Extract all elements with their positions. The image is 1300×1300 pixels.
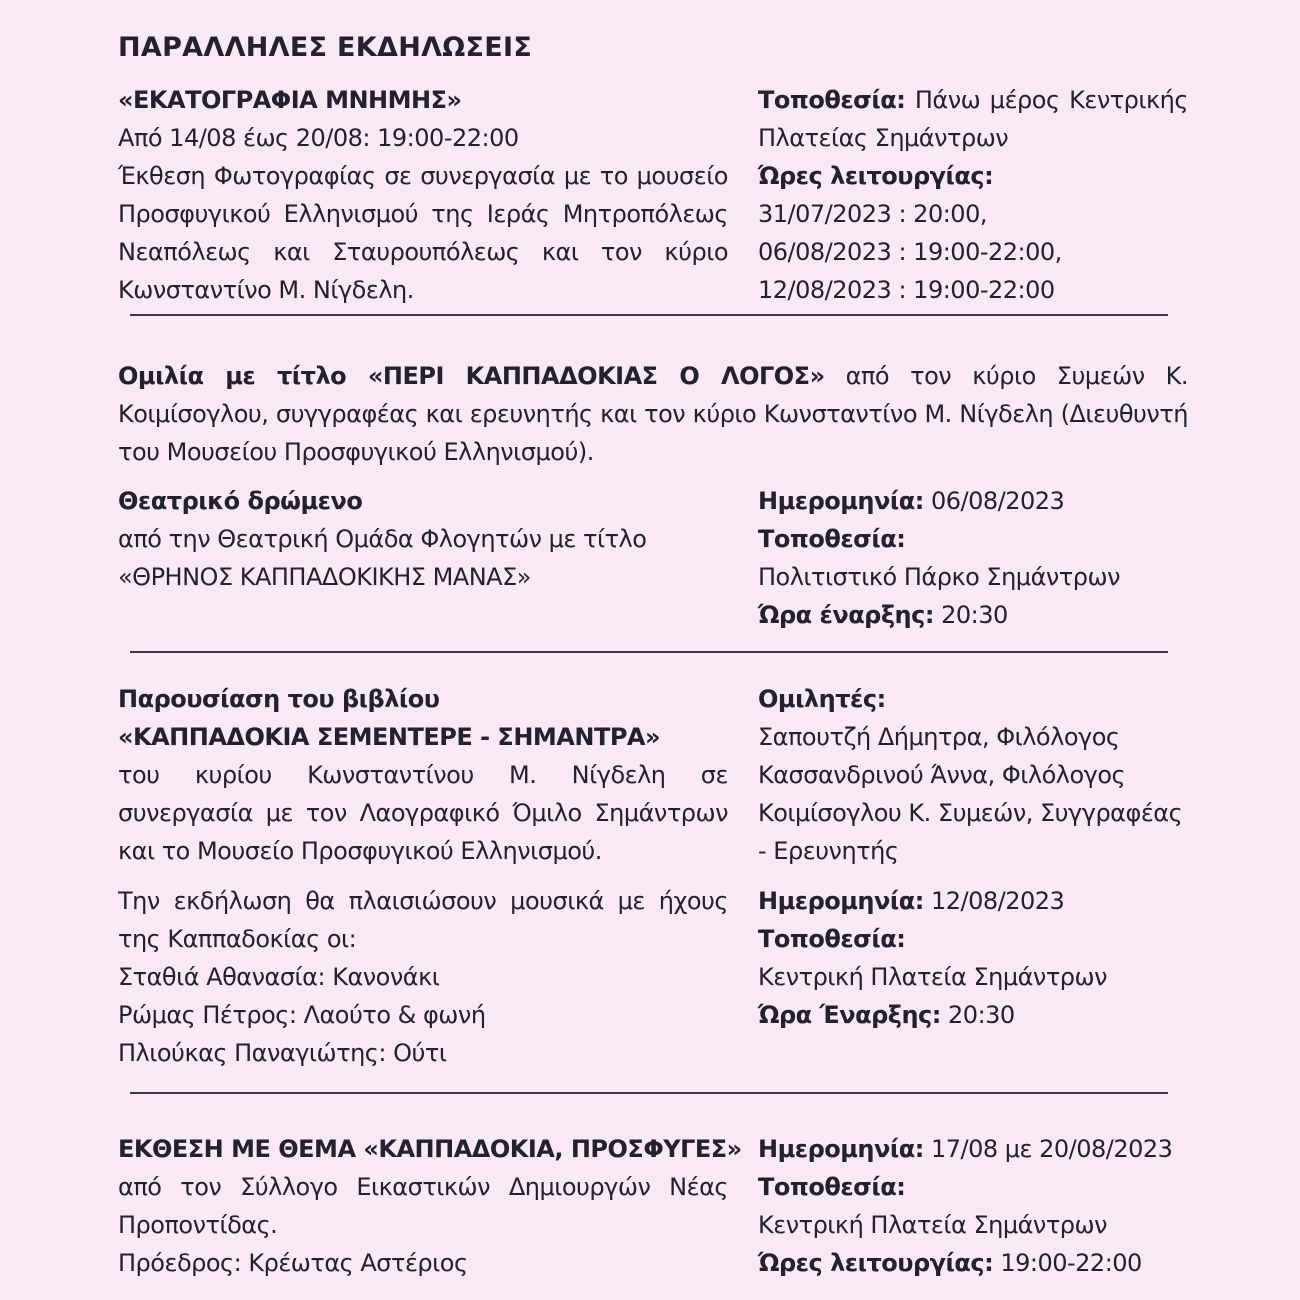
- event-date: Ημερομηνία: 12/08/2023: [758, 887, 1065, 915]
- event-time: Ώρα Έναρξης: 20:30: [758, 1001, 1015, 1029]
- book-title: «ΚΑΠΠΑΔΟΚΙΑ ΣΕΜΕΝΤΕΡΕ - ΣΗΜΑΝΤΡΑ»: [118, 723, 660, 751]
- musician-entry: Ρώμας Πέτρος: Λαούτο & φωνή: [118, 1001, 486, 1029]
- divider: [130, 314, 1168, 316]
- speaker-entry: Σαπουτζή Δήμητρα, Φιλόλογος: [758, 723, 1120, 751]
- hours-label: Ώρες λειτουργίας:: [758, 1249, 994, 1277]
- hours-entry: 06/08/2023 : 19:00-22:00,: [758, 238, 1062, 266]
- event-hours: Ώρες λειτουργίας: 19:00-22:00: [758, 1249, 1142, 1277]
- event-title: «ΕΚΑΤΟΓΡΑΦΙΑ ΜΝΗΜΗΣ»: [118, 86, 462, 114]
- event-location: Πολιτιστικό Πάρκο Σημάντρων: [758, 563, 1120, 591]
- hours-label: Ώρες λειτουργίας:: [758, 162, 994, 190]
- time-label: Ώρα έναρξης:: [758, 601, 934, 629]
- event-theatrical-meta: [758, 482, 1188, 634]
- hours-entry: 31/07/2023 : 20:00,: [758, 200, 987, 228]
- event-art-meta: [758, 1130, 1188, 1282]
- event-description: Έκθεση Φωτογραφίας σε συνεργασία με το μουσείο Προσφυγικού Ελληνισμού της Ιεράς Μητροπόλεως Νεαπόλεως και Σταυρουπόλεως και τον κύριο Κωνσταντίνο Μ. Νίγδελη.: [118, 162, 728, 304]
- event-location: Κεντρική Πλατεία Σημάντρων: [758, 1211, 1108, 1239]
- event-description: του κυρίου Κωνσταντίνου Μ. Νίγδελη σε συνεργασία με τον Λαογραφικό Όμιλο Σημάντρων και το Μουσείο Προσφυγικού Ελληνισμού.: [118, 761, 728, 865]
- event-theatrical: [118, 482, 1188, 634]
- date-label: Ημερομηνία:: [758, 1135, 924, 1163]
- event-speech-intro: Ομιλία με τίτλο «ΠΕΡΙ ΚΑΠΠΑΔΟΚΙΑΣ Ο ΛΟΓΟΣ» από τον κύριο Συμεών Κ. Κοιμίσογλου, συγγραφέας και ερευνητής και τον κύριο Κωνσταντίνο Μ. Νίγδελη (Διευθυντή του Μουσείου Προσφυγικού Ελληνισμού).: [118, 362, 1188, 466]
- speakers-label: Ομιλητές:: [758, 685, 886, 713]
- speech-title: Ομιλία με τίτλο «ΠΕΡΙ ΚΑΠΠΑΔΟΚΙΑΣ Ο ΛΟΓΟΣ»: [118, 362, 825, 390]
- date-label: Ημερομηνία:: [758, 487, 924, 515]
- event-date: Ημερομηνία: 17/08 με 20/08/2023: [758, 1135, 1173, 1163]
- event-photo-exhibition-meta: [758, 81, 1188, 309]
- event-play-title: «ΘΡΗΝΟΣ ΚΑΠΠΑΔΟΚΙΚΗΣ ΜΑΝΑΣ»: [118, 563, 531, 591]
- event-book-details: [118, 680, 728, 1072]
- speaker-entry: Κοιμίσογλου Κ. Συμεών, Συγγραφέας - Ερευνητής: [758, 799, 1183, 865]
- divider: [130, 651, 1168, 653]
- event-group: από την Θεατρική Ομάδα Φλογητών με τίτλο: [118, 525, 647, 553]
- musician-entry: Πλιούκας Παναγιώτης: Ούτι: [118, 1039, 447, 1067]
- event-date: Ημερομηνία: 06/08/2023: [758, 487, 1065, 515]
- event-photo-exhibition-details: [118, 81, 728, 309]
- event-book-presentation: [118, 680, 1188, 1072]
- event-theatrical-details: [118, 482, 728, 634]
- event-title: ΕΚΘΕΣΗ ΜΕ ΘΕΜΑ «ΚΑΠΠΑΔΟΚΙΑ, ΠΡΟΣΦΥΓΕΣ»: [118, 1135, 742, 1163]
- event-location: Τοποθεσία: Πάνω μέρος Κεντρικής Πλατείας Σημάντρων: [758, 86, 1188, 152]
- music-intro: Την εκδήλωση θα πλαισιώσουν μουσικά με ήχους της Καππαδοκίας οι:: [118, 887, 728, 953]
- event-art-exhibition: [118, 1130, 1188, 1282]
- event-title: Θεατρικό δρώμενο: [118, 487, 363, 515]
- event-title: Παρουσίαση του βιβλίου: [118, 685, 440, 713]
- musician-entry: Σταθιά Αθανασία: Κανονάκι: [118, 963, 440, 991]
- event-time: Ώρα έναρξης: 20:30: [758, 601, 1008, 629]
- location-label: Τοποθεσία:: [758, 86, 906, 114]
- event-book-meta: [758, 680, 1188, 1072]
- hours-entry: 12/08/2023 : 19:00-22:00: [758, 276, 1055, 304]
- event-art-details: [118, 1130, 742, 1282]
- president-line: Πρόεδρος: Κρέωτας Αστέριος: [118, 1249, 468, 1277]
- location-label: Τοποθεσία:: [758, 925, 906, 953]
- date-label: Ημερομηνία:: [758, 887, 924, 915]
- event-photo-exhibition: [118, 81, 1188, 309]
- event-dates: Από 14/08 έως 20/08: 19:00-22:00: [118, 124, 519, 152]
- speaker-entry: Κασσανδρινού Άννα, Φιλόλογος: [758, 761, 1126, 789]
- event-description: από τον Σύλλογο Εικαστικών Δημιουργών Νέας Προποντίδας.: [118, 1173, 728, 1239]
- event-location: Κεντρική Πλατεία Σημάντρων: [758, 963, 1108, 991]
- divider: [130, 1092, 1168, 1094]
- location-label: Τοποθεσία:: [758, 1173, 906, 1201]
- location-label: Τοποθεσία:: [758, 525, 906, 553]
- page-title: ΠΑΡΑΛΛΗΛΕΣ ΕΚΔΗΛΩΣΕΙΣ: [118, 32, 533, 63]
- time-label: Ώρα Έναρξης:: [758, 1001, 941, 1029]
